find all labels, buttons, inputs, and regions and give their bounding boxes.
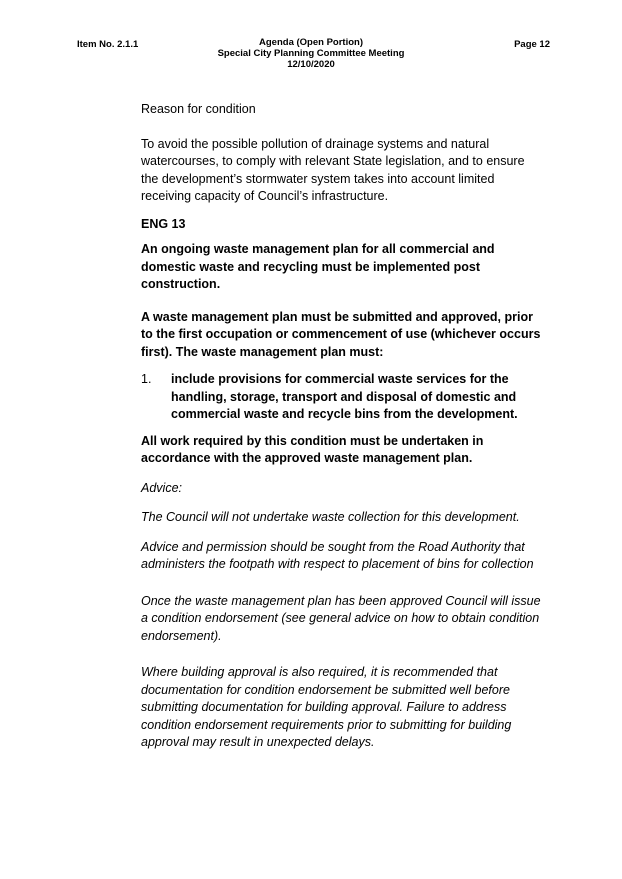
condition-paragraph-2: A waste management plan must be submitted and approved, prior to the first occupation or commencement of use (whichever occurs first). The waste management plan must:: [141, 309, 541, 359]
meeting-date: 12/10/2020: [287, 59, 335, 70]
advice-paragraph-1: The Council will not undertake waste collection for this development.: [141, 510, 520, 524]
list-item: [141, 371, 541, 424]
list-item-number: 1.: [141, 372, 152, 386]
document-body: [141, 101, 541, 752]
advice-paragraph-4: Where building approval is also required, it is recommended that documentation for condition endorsement be submitted well before submitting documentation for building approval. Failure to address condition endorsement requirements prior to submitting for building approval may result in unexpected delays.: [141, 665, 512, 749]
list-item-text: include provisions for commercial waste services for the handling, storage, transport and disposal of domestic and commercial waste and recycle bins from the development.: [171, 372, 518, 421]
condition-heading: ENG 13: [141, 216, 186, 231]
agenda-title: Agenda (Open Portion): [259, 37, 363, 48]
advice-paragraph-3: Once the waste management plan has been approved Council will issue a condition endorsement (see general advice on how to obtain condition endorsement).: [141, 593, 541, 643]
meeting-title: Special City Planning Committee Meeting: [217, 48, 405, 59]
item-number: Item No. 2.1.1: [77, 39, 139, 50]
reason-text: To avoid the possible pollution of drainage systems and natural watercourses, to comply with relevant State legislation, and to ensure the development’s stormwater system takes into account limited receiving capacity of Council’s infrastructure.: [141, 136, 525, 203]
reason-heading: Reason for condition: [141, 102, 256, 116]
condition-paragraph-3: All work required by this condition must be undertaken in accordance with the approved waste management plan.: [141, 433, 484, 465]
advice-paragraph-2: Advice and permission should be sought from the Road Authority that administers the footpath with respect to placement of bins for collection: [141, 539, 534, 571]
advice-heading: Advice:: [141, 480, 182, 495]
condition-paragraph-1: An ongoing waste management plan for all commercial and domestic waste and recycling must be implemented post construction.: [141, 242, 495, 291]
page-number: Page 12: [514, 39, 550, 50]
